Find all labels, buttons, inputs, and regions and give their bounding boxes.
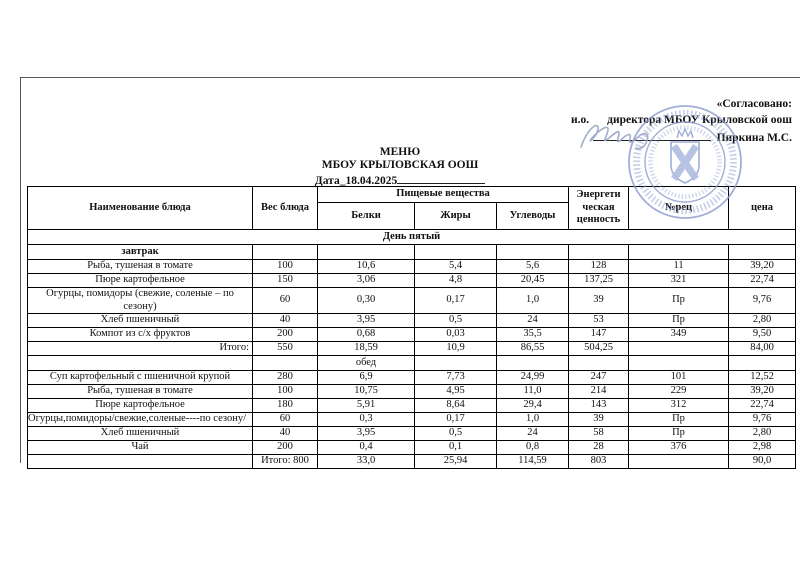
col-header-fats: Жиры xyxy=(415,203,497,230)
cell xyxy=(729,356,796,371)
cell: Чай xyxy=(28,441,253,455)
cell: 11,0 xyxy=(497,385,569,399)
table-row xyxy=(28,455,796,469)
cell: 114,59 xyxy=(497,455,569,469)
page-frame-left-line xyxy=(20,77,21,463)
cell: Пр xyxy=(629,314,729,328)
cell: 0,17 xyxy=(415,288,497,314)
table-row xyxy=(28,230,796,245)
col-header-dish-name: Наименование блюда xyxy=(28,187,253,230)
cell: завтрак xyxy=(28,245,253,260)
cell: Огурцы, помидоры (свежие, соленые – по сезону) xyxy=(28,288,253,314)
cell: 11 xyxy=(629,260,729,274)
day-label: День пятый xyxy=(28,230,796,245)
cell: 280 xyxy=(253,371,318,385)
cell: Пр xyxy=(629,413,729,427)
cell: 504,25 xyxy=(569,342,629,356)
cell: 22,74 xyxy=(729,274,796,288)
cell: 0,1 xyxy=(415,441,497,455)
cell: 5,6 xyxy=(497,260,569,274)
cell: 0,30 xyxy=(318,288,415,314)
cell xyxy=(629,245,729,260)
cell: 0,8 xyxy=(497,441,569,455)
cell: Пюре картофельное xyxy=(28,399,253,413)
cell: 9,50 xyxy=(729,328,796,342)
col-header-weight: Вес блюда xyxy=(253,187,318,230)
cell: 100 xyxy=(253,260,318,274)
cell: 6,9 xyxy=(318,371,415,385)
cell: 150 xyxy=(253,274,318,288)
cell: 25,94 xyxy=(415,455,497,469)
cell: Рыба, тушеная в томате xyxy=(28,260,253,274)
cell xyxy=(569,245,629,260)
cell: 4,8 xyxy=(415,274,497,288)
cell: 22,74 xyxy=(729,399,796,413)
cell: 9,76 xyxy=(729,413,796,427)
signature-icon xyxy=(578,119,656,155)
cell: 247 xyxy=(569,371,629,385)
table-row xyxy=(28,413,796,427)
cell xyxy=(497,356,569,371)
cell xyxy=(253,245,318,260)
table-row xyxy=(28,371,796,385)
cell: 60 xyxy=(253,413,318,427)
menu-table xyxy=(27,186,796,469)
col-header-proteins: Белки xyxy=(318,203,415,230)
cell: Итого: 800 xyxy=(253,455,318,469)
cell: 2,80 xyxy=(729,427,796,441)
approval-position: директора МБОУ Крыловской оош xyxy=(607,113,792,126)
cell: 2,80 xyxy=(729,314,796,328)
table-row xyxy=(28,314,796,328)
date-label: Дата_18.04.2025 xyxy=(314,175,398,187)
cell xyxy=(415,356,497,371)
cell: 0,17 xyxy=(415,413,497,427)
cell: 33,0 xyxy=(318,455,415,469)
cell: Пр xyxy=(629,288,729,314)
table-row xyxy=(28,441,796,455)
cell: 10,9 xyxy=(415,342,497,356)
table-row xyxy=(28,288,796,314)
cell: Компот из с/х фруктов xyxy=(28,328,253,342)
cell: 3,95 xyxy=(318,427,415,441)
cell: 35,5 xyxy=(497,328,569,342)
approval-role: и.о. xyxy=(571,113,590,126)
date-underline xyxy=(397,172,485,184)
cell: Суп картофельный с пшеничной крупой xyxy=(28,371,253,385)
cell: 39 xyxy=(569,288,629,314)
cell: 24 xyxy=(497,427,569,441)
table-row xyxy=(28,342,796,356)
table-row xyxy=(28,356,796,371)
cell xyxy=(629,356,729,371)
table-row xyxy=(28,274,796,288)
cell: 0,5 xyxy=(415,314,497,328)
cell: 3,95 xyxy=(318,314,415,328)
cell: 1,0 xyxy=(497,288,569,314)
cell: 376 xyxy=(629,441,729,455)
menu-title: МЕНЮ xyxy=(379,146,421,158)
cell: 2,98 xyxy=(729,441,796,455)
cell xyxy=(629,342,729,356)
cell: 28 xyxy=(569,441,629,455)
cell: 128 xyxy=(569,260,629,274)
table-row xyxy=(28,260,796,274)
cell: 53 xyxy=(569,314,629,328)
cell xyxy=(253,356,318,371)
page-frame-top-line xyxy=(20,77,800,78)
cell: 39,20 xyxy=(729,260,796,274)
cell xyxy=(729,245,796,260)
cell: 143 xyxy=(569,399,629,413)
cell xyxy=(569,356,629,371)
cell: 9,76 xyxy=(729,288,796,314)
cell: 200 xyxy=(253,328,318,342)
cell: 29,4 xyxy=(497,399,569,413)
col-header-price: цена xyxy=(729,187,796,230)
cell: 10,75 xyxy=(318,385,415,399)
cell: 86,55 xyxy=(497,342,569,356)
approver-name: Пиркина М.С. xyxy=(716,132,792,144)
cell: Хлеб пшеничный xyxy=(28,427,253,441)
cell: Пр xyxy=(629,427,729,441)
school-name: МБОУ КРЫЛОВСКАЯ ООШ xyxy=(321,158,479,171)
cell: 24,99 xyxy=(497,371,569,385)
cell: 3,06 xyxy=(318,274,415,288)
col-header-recipe-number: №рец xyxy=(629,187,729,230)
cell: 10,6 xyxy=(318,260,415,274)
cell: 24 xyxy=(497,314,569,328)
cell xyxy=(629,455,729,469)
cell: Огурцы,помидоры/свежие,соленые----по сезону/ xyxy=(28,413,253,427)
cell: 0,3 xyxy=(318,413,415,427)
cell: 803 xyxy=(569,455,629,469)
cell: 229 xyxy=(629,385,729,399)
cell: 20,45 xyxy=(497,274,569,288)
cell xyxy=(318,245,415,260)
cell: Хлеб пшеничный xyxy=(28,314,253,328)
cell: Итого: xyxy=(28,342,253,356)
cell: 5,91 xyxy=(318,399,415,413)
table-row xyxy=(28,427,796,441)
cell: 40 xyxy=(253,314,318,328)
cell: 214 xyxy=(569,385,629,399)
cell: 180 xyxy=(253,399,318,413)
approval-title: «Согласовано: xyxy=(716,98,792,110)
col-header-carbs: Углеводы xyxy=(497,203,569,230)
cell: 321 xyxy=(629,274,729,288)
cell: 4,95 xyxy=(415,385,497,399)
table-row xyxy=(28,399,796,413)
cell xyxy=(497,245,569,260)
cell: 5,4 xyxy=(415,260,497,274)
cell: 0,03 xyxy=(415,328,497,342)
cell xyxy=(28,455,253,469)
cell: 0,68 xyxy=(318,328,415,342)
cell: 18,59 xyxy=(318,342,415,356)
menu-table-body xyxy=(28,230,796,469)
cell: 1,0 xyxy=(497,413,569,427)
table-row xyxy=(28,328,796,342)
cell: 100 xyxy=(253,385,318,399)
cell: Рыба, тушеная в томате xyxy=(28,385,253,399)
cell: 40 xyxy=(253,427,318,441)
cell: 200 xyxy=(253,441,318,455)
cell: 58 xyxy=(569,427,629,441)
cell: 147 xyxy=(569,328,629,342)
cell: 7,73 xyxy=(415,371,497,385)
cell: 0,4 xyxy=(318,441,415,455)
table-row xyxy=(28,245,796,260)
cell: 8,64 xyxy=(415,399,497,413)
cell: 90,0 xyxy=(729,455,796,469)
cell: 0,5 xyxy=(415,427,497,441)
cell: 550 xyxy=(253,342,318,356)
cell: 60 xyxy=(253,288,318,314)
cell xyxy=(415,245,497,260)
table-row xyxy=(28,385,796,399)
cell: Пюре картофельное xyxy=(28,274,253,288)
cell: 349 xyxy=(629,328,729,342)
cell xyxy=(28,356,253,371)
cell: 137,25 xyxy=(569,274,629,288)
cell: обед xyxy=(318,356,415,371)
cell: 312 xyxy=(629,399,729,413)
cell: 101 xyxy=(629,371,729,385)
cell: 39 xyxy=(569,413,629,427)
col-header-energy: Энергети ческая ценность xyxy=(569,187,629,230)
cell: 39,20 xyxy=(729,385,796,399)
col-header-nutrients: Пищевые вещества xyxy=(318,187,569,203)
cell: 84,00 xyxy=(729,342,796,356)
cell: 12,52 xyxy=(729,371,796,385)
